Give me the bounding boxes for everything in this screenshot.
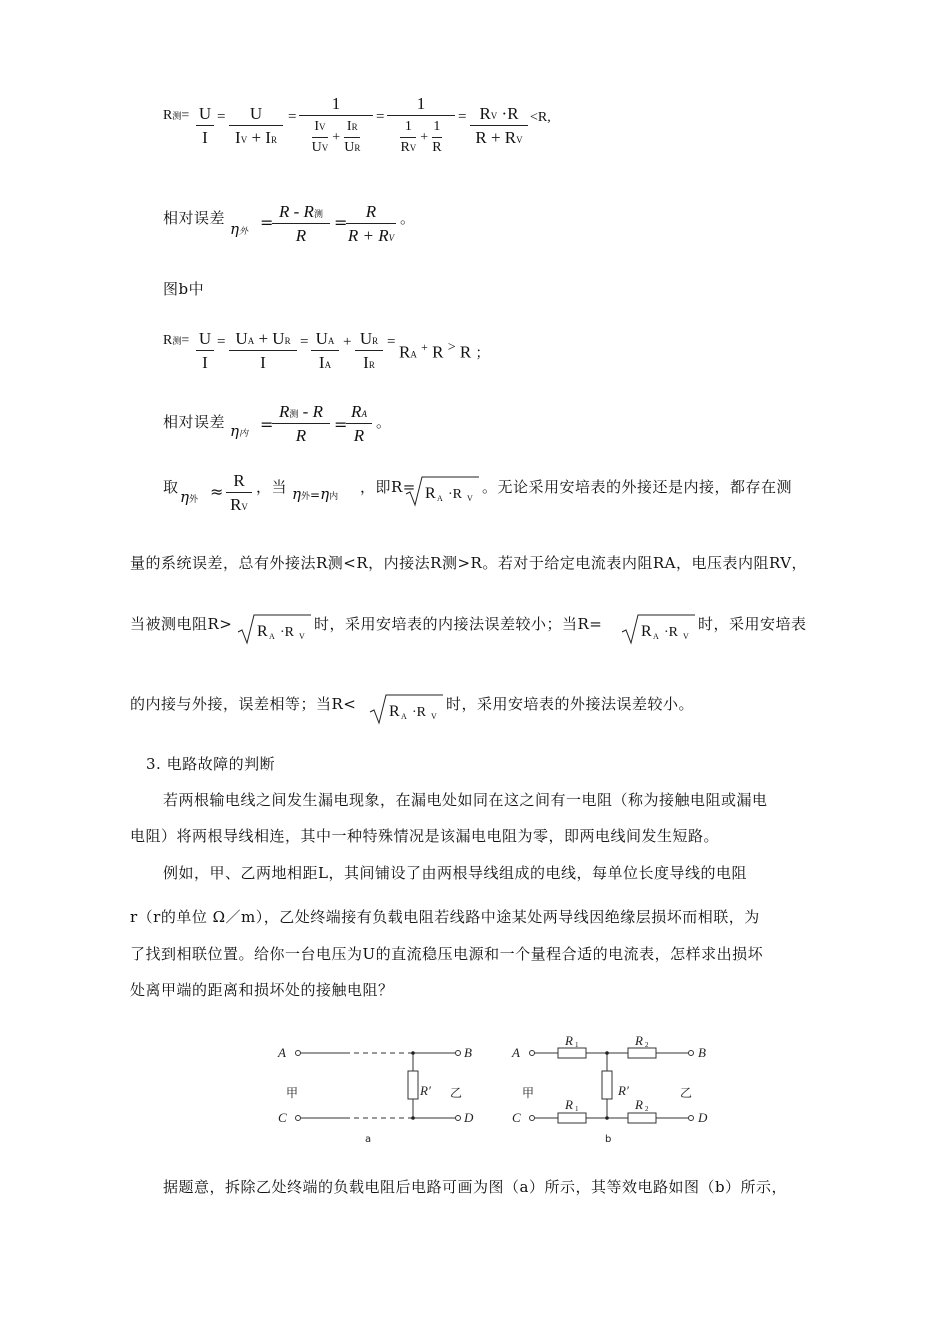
- label-d: D: [698, 1110, 708, 1125]
- subscript-measured: 测: [172, 111, 182, 121]
- circuit-diagram-b: [508, 1035, 728, 1145]
- svg-text:A: A: [269, 632, 275, 641]
- label-yi: 乙: [450, 1086, 463, 1100]
- label-relative-error: 相对误差: [163, 209, 226, 227]
- label-c: C: [512, 1110, 521, 1125]
- sqrt-ra-rv-2: [236, 612, 312, 646]
- label-r-prime: R′: [618, 1083, 629, 1098]
- label-yi: 乙: [680, 1086, 693, 1100]
- fraction-ua-over-ia: UA IA: [311, 330, 339, 371]
- svg-text:R: R: [389, 703, 400, 720]
- label-b: B: [464, 1045, 472, 1060]
- sqrt-ra-rv-1: [404, 474, 480, 508]
- svg-text:·R: ·R: [448, 487, 462, 502]
- svg-text:R: R: [257, 623, 268, 640]
- paragraph-conclusion: 据题意，拆除乙处终端的负载电阻后电路可画为图（a）所示，其等效电路如图（b）所示，: [163, 1178, 788, 1196]
- fraction-parallel-resistance: RV ·R R + RV: [470, 105, 528, 146]
- label-r1-bottom: R: [565, 1097, 573, 1112]
- fraction-ur-over-ir: UR IR: [355, 330, 383, 371]
- label-jia: 甲: [522, 1086, 535, 1100]
- svg-text:A: A: [401, 712, 407, 721]
- sqrt-ra-rv-3: [620, 612, 696, 646]
- label-a: A: [512, 1045, 520, 1060]
- fraction-error-external-1: R - R测 R: [272, 203, 330, 244]
- svg-text:A: A: [653, 632, 659, 641]
- fraction-u-over-i: U I: [196, 105, 214, 146]
- svg-text:2: 2: [645, 1105, 649, 1113]
- circuit-diagram-a: [270, 1035, 490, 1145]
- svg-text:V: V: [683, 632, 689, 641]
- section-heading: 3. 电路故障的判断: [146, 755, 276, 773]
- fraction-one-over-conductances: 1 IV UV + IR UR: [299, 95, 373, 156]
- svg-text:V: V: [299, 632, 305, 641]
- fraction-sum-u-over-i: UA + UR I: [229, 330, 297, 371]
- fraction-error-internal-2: RA R: [346, 403, 372, 444]
- label-r2-bottom: R: [635, 1097, 643, 1112]
- fraction-one-over-resistances: 1 1 RV + 1 R: [387, 95, 455, 156]
- label-b: B: [698, 1045, 706, 1060]
- fraction-error-external-2: R R + RV: [347, 202, 395, 245]
- label-r1-top: R: [565, 1035, 573, 1048]
- fraction-r-over-rv: R RV: [226, 472, 252, 513]
- symbol-r: R: [163, 108, 173, 123]
- fraction-error-internal-1: R测 - R R: [272, 403, 330, 444]
- fraction-u-over-i-b: U I: [196, 330, 214, 371]
- svg-text:R: R: [641, 623, 652, 640]
- svg-text:V: V: [431, 712, 437, 721]
- svg-text:·R: ·R: [280, 625, 294, 640]
- svg-text:R: R: [425, 485, 436, 502]
- svg-text:A: A: [437, 494, 443, 503]
- fraction-u-over-sum-i: U IV + IR: [229, 105, 283, 146]
- caption-a: a: [365, 1134, 372, 1145]
- svg-text:·R: ·R: [664, 625, 678, 640]
- label-a: A: [278, 1045, 286, 1060]
- svg-text:V: V: [467, 494, 473, 503]
- label-d: D: [464, 1110, 474, 1125]
- caption-b: b: [605, 1134, 612, 1145]
- svg-text:·R: ·R: [412, 705, 426, 720]
- svg-text:1: 1: [575, 1041, 579, 1049]
- label-r2-top: R: [635, 1035, 643, 1048]
- label-r-prime: R′: [420, 1083, 431, 1098]
- label-jia: 甲: [286, 1086, 299, 1100]
- label-c: C: [278, 1110, 287, 1125]
- sqrt-ra-rv-4: [368, 692, 444, 726]
- svg-text:1: 1: [575, 1105, 579, 1113]
- svg-text:2: 2: [645, 1041, 649, 1049]
- figure-b-label: 图b中: [163, 280, 205, 298]
